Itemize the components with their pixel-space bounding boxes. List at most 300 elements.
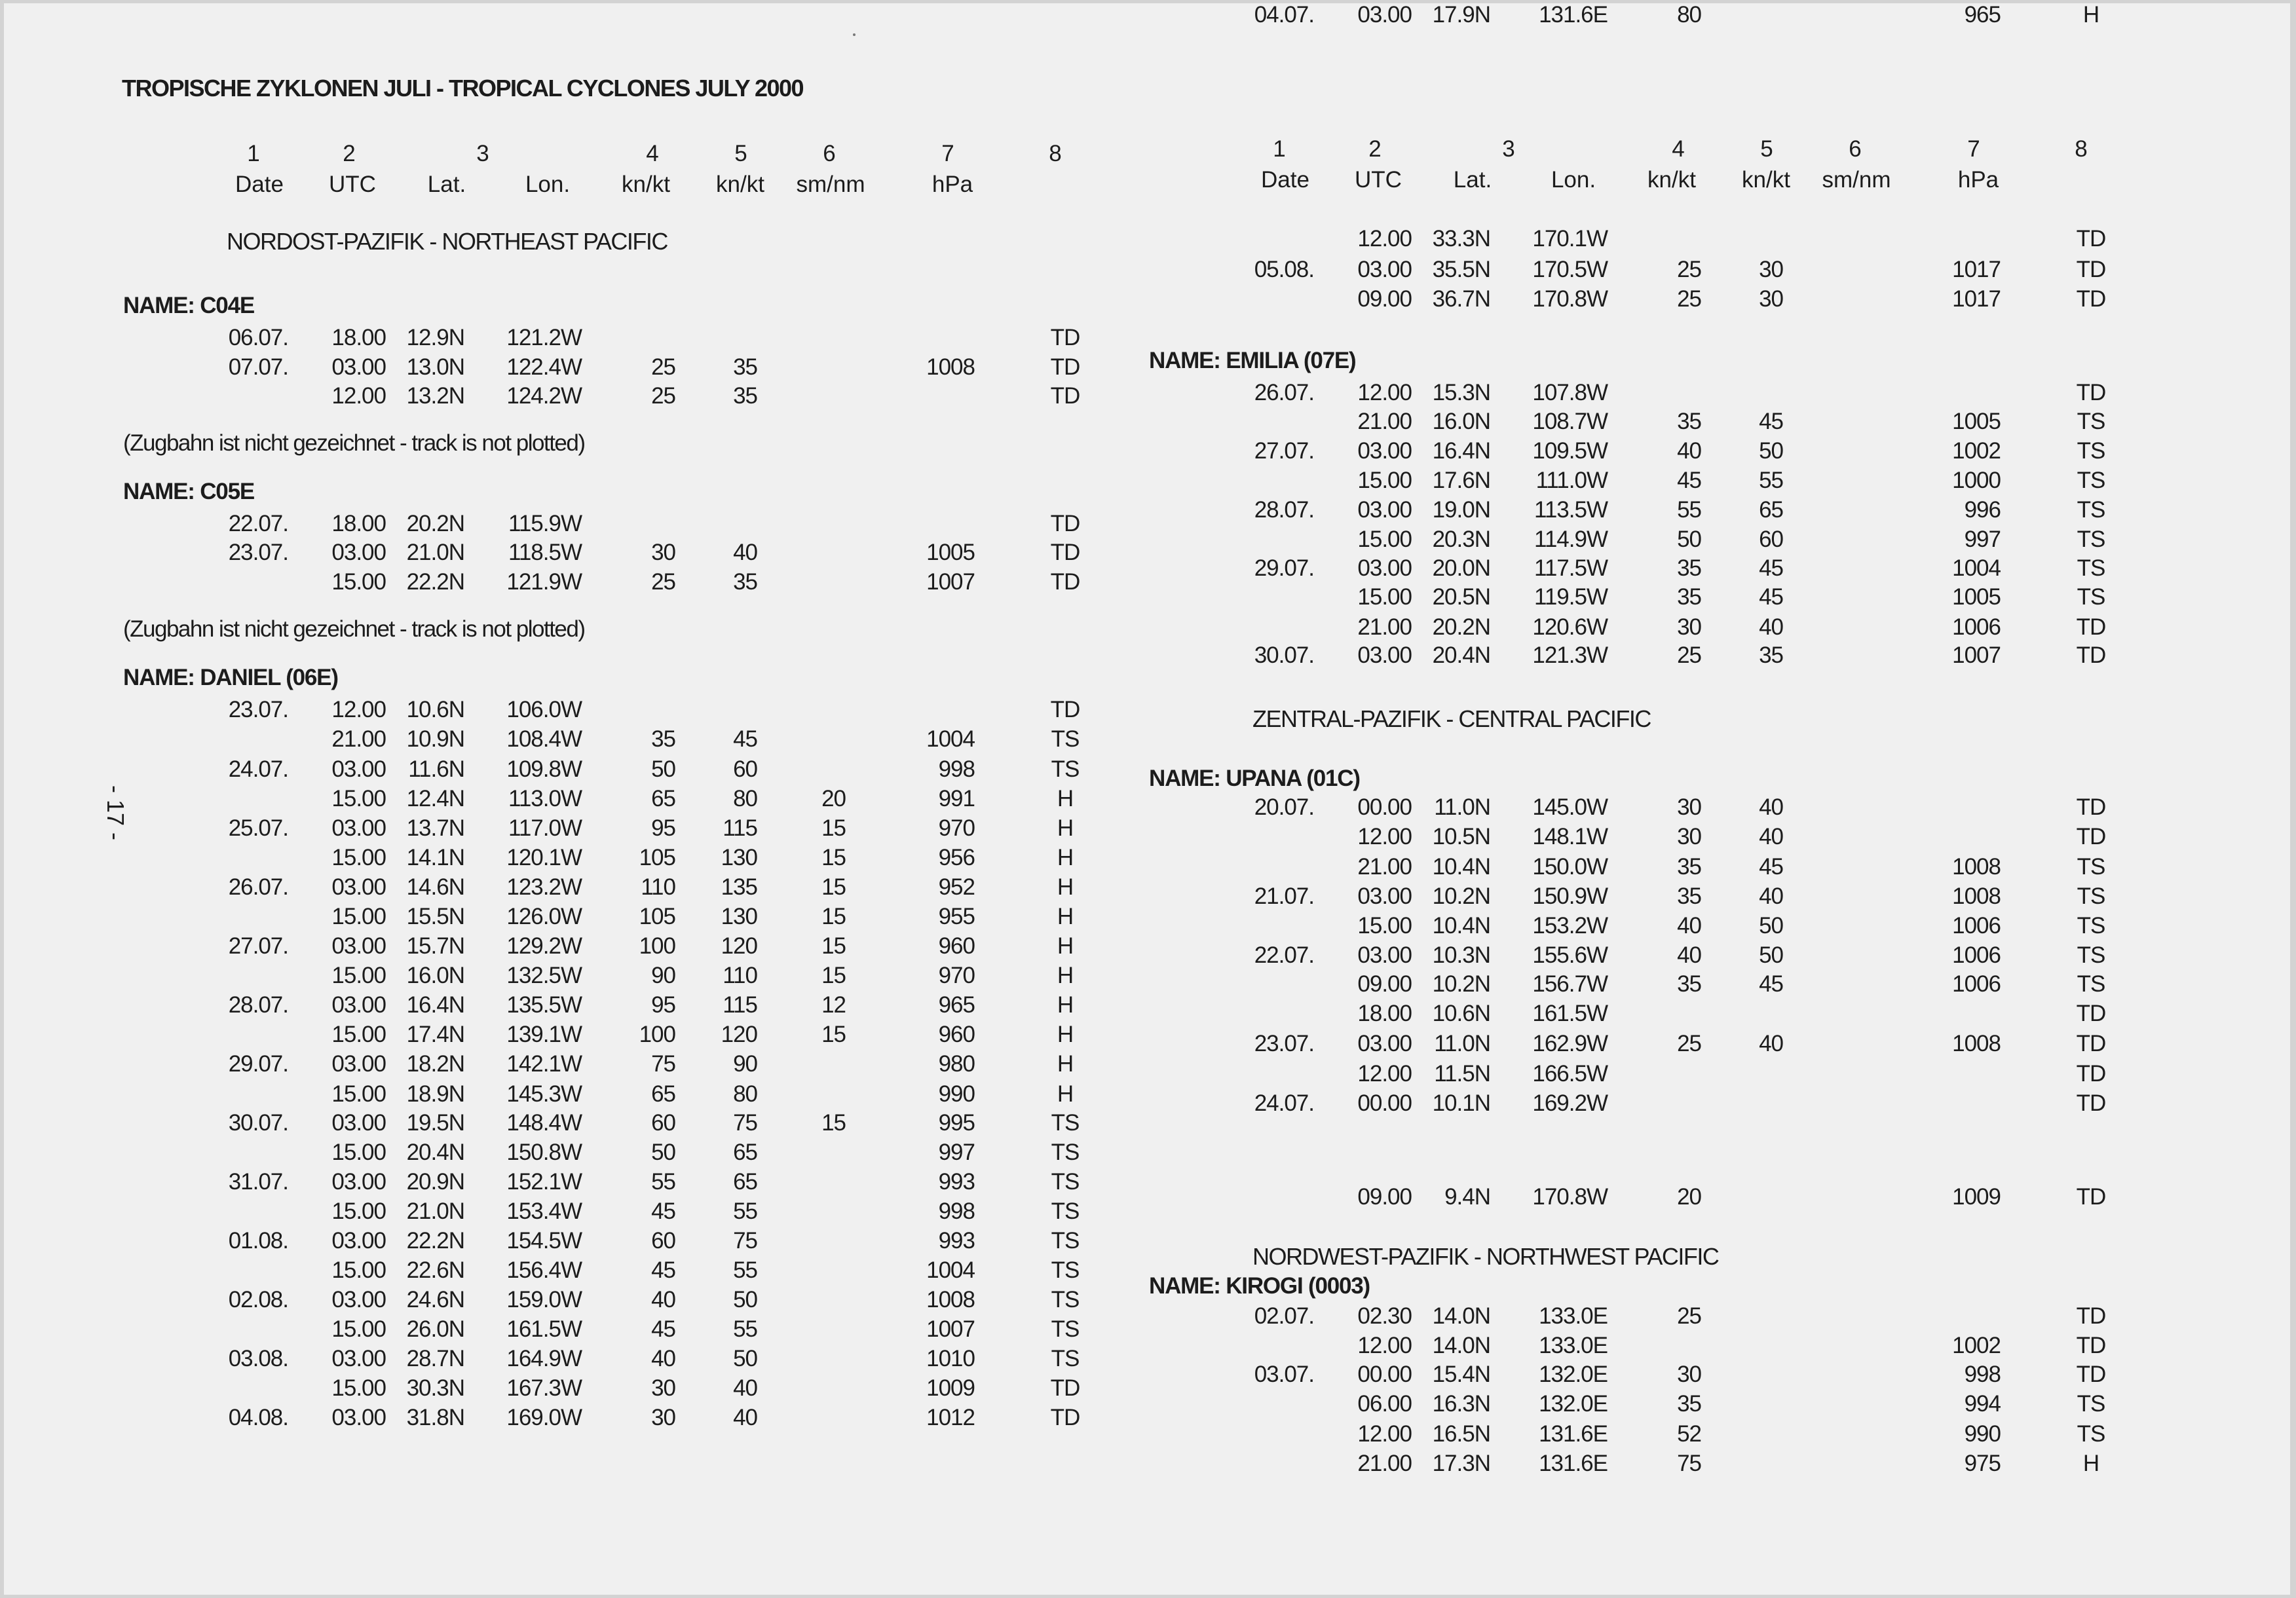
cell-stage: TS bbox=[1051, 726, 1080, 752]
left-header-col-3-label: Lat. bbox=[427, 172, 466, 197]
cell-lon: 166.5W bbox=[1532, 1061, 1608, 1087]
cell-radius-nm: 15 bbox=[821, 874, 846, 900]
left-header-col-1-label: Date bbox=[235, 172, 284, 197]
cell-wind-kt: 75 bbox=[651, 1051, 675, 1077]
cell-lat: 19.5N bbox=[406, 1110, 464, 1136]
cell-gust-kt: 35 bbox=[733, 383, 757, 409]
cell-utc: 03.00 bbox=[331, 354, 386, 380]
cell-pressure-hpa: 1012 bbox=[926, 1405, 975, 1430]
cell-lon: 121.2W bbox=[506, 325, 582, 350]
cell-wind-kt: 25 bbox=[651, 383, 675, 409]
cell-pressure-hpa: 1006 bbox=[1952, 971, 2001, 997]
cell-lat: 14.6N bbox=[406, 874, 464, 900]
cell-wind-kt: 30 bbox=[651, 540, 675, 565]
cell-lon: 167.3W bbox=[506, 1375, 582, 1401]
cell-pressure-hpa: 998 bbox=[1964, 1362, 2001, 1387]
cell-gust-kt: 45 bbox=[1759, 854, 1783, 880]
cell-stage: H bbox=[1057, 874, 1074, 900]
cell-pressure-hpa: 980 bbox=[938, 1051, 975, 1077]
cell-utc: 03.00 bbox=[331, 1051, 386, 1077]
cell-wind-kt: 35 bbox=[1677, 883, 1701, 909]
cell-lat: 10.4N bbox=[1432, 913, 1490, 938]
cell-lon: 132.5W bbox=[506, 963, 582, 988]
cell-lat: 10.4N bbox=[1432, 854, 1490, 880]
cell-utc: 03.00 bbox=[1357, 257, 1412, 282]
right-header-col-1-number: 1 bbox=[1273, 136, 1286, 162]
cell-wind-kt: 105 bbox=[639, 845, 675, 870]
cell-wind-kt: 25 bbox=[1677, 642, 1701, 668]
cell-utc: 12.00 bbox=[1357, 824, 1412, 849]
cell-date: 24.07. bbox=[1254, 1090, 1314, 1116]
cell-pressure-hpa: 1009 bbox=[1952, 1184, 2001, 1210]
cell-lon: 108.4W bbox=[506, 726, 582, 752]
cell-pressure-hpa: 1006 bbox=[1952, 913, 2001, 938]
cell-lat: 20.0N bbox=[1432, 555, 1490, 581]
cell-lat: 22.2N bbox=[406, 1228, 464, 1254]
cell-lon: 132.0E bbox=[1539, 1362, 1608, 1387]
section-heading: NORDWEST-PAZIFIK - NORTHWEST PACIFIC bbox=[1252, 1243, 1719, 1270]
cell-pressure-hpa: 997 bbox=[1964, 527, 2001, 552]
cell-date: 05.08. bbox=[1254, 257, 1314, 282]
cell-lon: 150.9W bbox=[1532, 883, 1608, 909]
cell-lon: 133.0E bbox=[1539, 1333, 1608, 1358]
cell-gust-kt: 35 bbox=[733, 569, 757, 595]
cell-pressure-hpa: 997 bbox=[938, 1140, 975, 1165]
cell-stage: TD bbox=[2076, 1090, 2106, 1116]
cell-lat: 10.6N bbox=[406, 697, 464, 722]
cell-lat: 16.5N bbox=[1432, 1421, 1490, 1447]
cell-pressure-hpa: 1017 bbox=[1952, 286, 2001, 312]
cell-pressure-hpa: 1004 bbox=[926, 1257, 975, 1283]
cell-date: 22.07. bbox=[1254, 942, 1314, 968]
cell-gust-kt: 80 bbox=[733, 1081, 757, 1107]
left-header-col-3-number: 3 bbox=[476, 141, 489, 166]
cell-stage: TD bbox=[2076, 226, 2106, 251]
cell-lat: 14.0N bbox=[1432, 1333, 1490, 1358]
cell-gust-kt: 115 bbox=[723, 815, 757, 841]
right-header-col-3-number: 3 bbox=[1502, 136, 1515, 162]
cell-lon: 120.1W bbox=[506, 845, 582, 870]
cell-pressure-hpa: 996 bbox=[1964, 497, 2001, 523]
cell-stage: TS bbox=[2077, 409, 2105, 434]
cell-lon: 120.6W bbox=[1532, 614, 1608, 640]
cell-lat: 16.0N bbox=[406, 963, 464, 988]
cell-gust-kt: 45 bbox=[733, 726, 757, 752]
cell-radius-nm: 15 bbox=[821, 904, 846, 929]
cell-lat: 15.7N bbox=[406, 933, 464, 959]
cell-wind-kt: 40 bbox=[1677, 913, 1701, 938]
cell-date: 28.07. bbox=[1254, 497, 1314, 523]
right-header-col-4-number: 4 bbox=[1672, 136, 1685, 162]
cell-lon: 108.7W bbox=[1532, 409, 1608, 434]
cell-lat: 16.4N bbox=[1432, 438, 1490, 464]
cell-lat: 24.6N bbox=[406, 1287, 464, 1312]
cell-utc: 03.00 bbox=[331, 1228, 386, 1254]
cell-stage: TS bbox=[1051, 1169, 1080, 1195]
cell-gust-kt: 40 bbox=[733, 540, 757, 565]
cell-lon: 169.2W bbox=[1532, 1090, 1608, 1116]
cell-lon: 156.4W bbox=[506, 1257, 582, 1283]
cell-utc: 03.00 bbox=[1357, 642, 1412, 668]
cell-pressure-hpa: 1010 bbox=[926, 1346, 975, 1371]
right-header-col-5-number: 5 bbox=[1760, 136, 1773, 162]
cell-lon: 114.9W bbox=[1534, 527, 1608, 552]
cell-lon: 118.5W bbox=[508, 540, 582, 565]
cell-stage: TD bbox=[2076, 257, 2106, 282]
cell-radius-nm: 15 bbox=[821, 1022, 846, 1047]
cell-stage: TS bbox=[1051, 1140, 1080, 1165]
right-header-col-4-label: Lon. bbox=[1551, 167, 1596, 193]
cell-pressure-hpa: 990 bbox=[938, 1081, 975, 1107]
cell-lat: 31.8N bbox=[406, 1405, 464, 1430]
cell-wind-kt: 25 bbox=[1677, 1031, 1701, 1056]
cell-lon: 131.6E bbox=[1539, 1451, 1608, 1476]
track-note: (Zugbahn ist nicht gezeichnet - track is not plotted) bbox=[123, 616, 585, 642]
cell-lat: 17.6N bbox=[1432, 468, 1490, 493]
cell-utc: 12.00 bbox=[1357, 1061, 1412, 1087]
cell-wind-kt: 40 bbox=[1677, 438, 1701, 464]
cell-pressure-hpa: 998 bbox=[938, 1198, 975, 1224]
cell-lat: 21.0N bbox=[406, 540, 464, 565]
cell-gust-kt: 50 bbox=[733, 1287, 757, 1312]
cell-utc: 15.00 bbox=[1357, 468, 1412, 493]
cell-lat: 22.6N bbox=[406, 1257, 464, 1283]
cyclone-name: NAME: C04E bbox=[123, 293, 254, 318]
cell-lon: 131.6E bbox=[1539, 2, 1608, 28]
cell-utc: 15.00 bbox=[331, 1316, 386, 1342]
cell-stage: TS bbox=[2077, 468, 2105, 493]
cell-stage: TD bbox=[2076, 614, 2106, 640]
cell-stage: TD bbox=[2076, 1333, 2106, 1358]
cell-stage: TD bbox=[2076, 794, 2106, 820]
cell-pressure-hpa: 995 bbox=[938, 1110, 975, 1136]
cell-pressure-hpa: 1005 bbox=[1952, 409, 2001, 434]
cyclone-name: NAME: KIROGI (0003) bbox=[1149, 1273, 1370, 1299]
cell-pressure-hpa: 975 bbox=[1964, 1451, 2001, 1476]
cell-date: 02.07. bbox=[1254, 1303, 1314, 1329]
cell-utc: 15.00 bbox=[331, 1198, 386, 1224]
cell-stage: TD bbox=[1050, 540, 1080, 565]
cell-wind-kt: 30 bbox=[1677, 614, 1701, 640]
cell-gust-kt: 90 bbox=[733, 1051, 757, 1077]
cell-gust-kt: 45 bbox=[1759, 584, 1783, 610]
cell-lon: 155.6W bbox=[1532, 942, 1608, 968]
cell-lat: 10.2N bbox=[1432, 971, 1490, 997]
cell-stage: TD bbox=[1050, 1375, 1080, 1401]
cell-wind-kt: 100 bbox=[639, 1022, 675, 1047]
cell-lat: 30.3N bbox=[406, 1375, 464, 1401]
cell-date: 23.07. bbox=[228, 540, 288, 565]
cell-stage: H bbox=[1057, 933, 1074, 959]
cell-lat: 10.3N bbox=[1432, 942, 1490, 968]
cell-lat: 10.9N bbox=[406, 726, 464, 752]
cell-wind-kt: 40 bbox=[651, 1287, 675, 1312]
cell-stage: TS bbox=[1051, 1257, 1080, 1283]
cell-radius-nm: 12 bbox=[821, 992, 846, 1018]
cell-pressure-hpa: 998 bbox=[938, 756, 975, 782]
cell-utc: 15.00 bbox=[331, 1081, 386, 1107]
cell-lon: 107.8W bbox=[1532, 380, 1608, 405]
cell-lat: 28.7N bbox=[406, 1346, 464, 1371]
cell-stage: H bbox=[1057, 963, 1074, 988]
cell-lat: 20.3N bbox=[1432, 527, 1490, 552]
cell-wind-kt: 50 bbox=[651, 756, 675, 782]
left-header-col-8-label: hPa bbox=[932, 172, 973, 197]
cell-stage: TD bbox=[2076, 1061, 2106, 1087]
cell-pressure-hpa: 1007 bbox=[1952, 642, 2001, 668]
cell-utc: 15.00 bbox=[331, 845, 386, 870]
cell-gust-kt: 40 bbox=[733, 1375, 757, 1401]
cell-gust-kt: 30 bbox=[1759, 286, 1783, 312]
cell-stage: TD bbox=[2076, 642, 2106, 668]
cell-wind-kt: 25 bbox=[1677, 257, 1701, 282]
cell-lat: 20.4N bbox=[1432, 642, 1490, 668]
left-header-col-1-number: 1 bbox=[247, 141, 260, 166]
cell-lon: 145.3W bbox=[506, 1081, 582, 1107]
right-header-col-7-label: sm/nm bbox=[1822, 167, 1891, 193]
cell-stage: TD bbox=[1050, 569, 1080, 595]
cell-stage: H bbox=[1057, 845, 1074, 870]
cell-lat: 26.0N bbox=[406, 1316, 464, 1342]
cell-wind-kt: 30 bbox=[651, 1375, 675, 1401]
cell-stage: H bbox=[2082, 1451, 2099, 1476]
cell-stage: TS bbox=[1051, 1228, 1080, 1254]
cell-utc: 12.00 bbox=[331, 697, 386, 722]
left-header-col-5-label: kn/kt bbox=[622, 172, 670, 197]
cell-wind-kt: 35 bbox=[1677, 854, 1701, 880]
cell-utc: 15.00 bbox=[1357, 913, 1412, 938]
cell-date: 29.07. bbox=[1254, 555, 1314, 581]
cell-date: 07.07. bbox=[228, 354, 288, 380]
cell-lon: 124.2W bbox=[506, 383, 582, 409]
left-header-col-7-label: sm/nm bbox=[796, 172, 865, 197]
cell-lon: 113.5W bbox=[1534, 497, 1608, 523]
cell-lon: 148.1W bbox=[1532, 824, 1608, 849]
cell-lat: 13.7N bbox=[406, 815, 464, 841]
cell-lon: 122.4W bbox=[506, 354, 582, 380]
cell-date: 30.07. bbox=[228, 1110, 288, 1136]
cell-lon: 117.5W bbox=[1534, 555, 1608, 581]
cell-stage: H bbox=[1057, 992, 1074, 1018]
cell-pressure-hpa: 965 bbox=[1964, 2, 2001, 28]
cell-pressure-hpa: 1000 bbox=[1952, 468, 2001, 493]
cell-date: 01.08. bbox=[228, 1228, 288, 1254]
right-header-col-1-label: Date bbox=[1261, 167, 1309, 193]
cell-utc: 21.00 bbox=[1357, 409, 1412, 434]
cell-pressure-hpa: 1008 bbox=[926, 1287, 975, 1312]
cell-utc: 15.00 bbox=[331, 1375, 386, 1401]
cell-date: 24.07. bbox=[228, 756, 288, 782]
cell-utc: 03.00 bbox=[331, 1346, 386, 1371]
cell-date: 06.07. bbox=[228, 325, 288, 350]
cell-gust-kt: 130 bbox=[721, 904, 757, 929]
cell-wind-kt: 55 bbox=[651, 1169, 675, 1195]
cell-wind-kt: 105 bbox=[639, 904, 675, 929]
cell-lon: 150.0W bbox=[1532, 854, 1608, 880]
cell-gust-kt: 40 bbox=[1759, 1031, 1783, 1056]
cell-lat: 10.5N bbox=[1432, 824, 1490, 849]
cell-lon: 139.1W bbox=[506, 1022, 582, 1047]
cell-lat: 22.2N bbox=[406, 569, 464, 595]
cell-pressure-hpa: 970 bbox=[938, 963, 975, 988]
cell-pressure-hpa: 991 bbox=[938, 786, 975, 811]
cell-lat: 11.6N bbox=[408, 756, 464, 782]
cell-lat: 33.3N bbox=[1432, 226, 1490, 251]
cell-gust-kt: 55 bbox=[733, 1198, 757, 1224]
cell-pressure-hpa: 1006 bbox=[1952, 942, 2001, 968]
cell-utc: 06.00 bbox=[1357, 1391, 1412, 1417]
cell-stage: TS bbox=[2077, 584, 2105, 610]
cell-lon: 170.1W bbox=[1532, 226, 1608, 251]
page-title: TROPISCHE ZYKLONEN JULI - TROPICAL CYCLONES JULY 2000 bbox=[122, 75, 804, 102]
cell-date: 29.07. bbox=[228, 1051, 288, 1077]
cell-lat: 12.4N bbox=[406, 786, 464, 811]
cell-lon: 115.9W bbox=[508, 511, 582, 536]
cell-lat: 18.9N bbox=[406, 1081, 464, 1107]
cell-lat: 11.5N bbox=[1434, 1061, 1490, 1087]
cell-utc: 03.00 bbox=[1357, 497, 1412, 523]
cell-stage: TS bbox=[1051, 1287, 1080, 1312]
cell-pressure-hpa: 955 bbox=[938, 904, 975, 929]
cell-date: 26.07. bbox=[1254, 380, 1314, 405]
cell-wind-kt: 60 bbox=[651, 1228, 675, 1254]
cell-stage: TS bbox=[1051, 1346, 1080, 1371]
cell-wind-kt: 30 bbox=[1677, 824, 1701, 849]
left-header-col-8-number: 8 bbox=[1049, 141, 1062, 166]
cell-pressure-hpa: 1008 bbox=[1952, 883, 2001, 909]
cell-wind-kt: 35 bbox=[1677, 971, 1701, 997]
cell-lon: 131.6E bbox=[1539, 1421, 1608, 1447]
cell-pressure-hpa: 1017 bbox=[1952, 257, 2001, 282]
cell-wind-kt: 110 bbox=[641, 874, 675, 900]
cell-wind-kt: 80 bbox=[1677, 2, 1701, 28]
cell-wind-kt: 65 bbox=[651, 786, 675, 811]
right-header-col-3-label: Lat. bbox=[1453, 167, 1492, 193]
cell-date: 23.07. bbox=[1254, 1031, 1314, 1056]
cell-radius-nm: 15 bbox=[821, 1110, 846, 1136]
cell-utc: 03.00 bbox=[331, 992, 386, 1018]
cell-pressure-hpa: 1007 bbox=[926, 1316, 975, 1342]
cell-utc: 09.00 bbox=[1357, 971, 1412, 997]
cell-wind-kt: 50 bbox=[1677, 527, 1701, 552]
cell-wind-kt: 35 bbox=[1677, 584, 1701, 610]
cell-gust-kt: 120 bbox=[721, 1022, 757, 1047]
cell-lon: 132.0E bbox=[1539, 1391, 1608, 1417]
cell-stage: TS bbox=[1051, 1110, 1080, 1136]
cell-date: 30.07. bbox=[1254, 642, 1314, 668]
cell-lat: 10.2N bbox=[1432, 883, 1490, 909]
cell-stage: TS bbox=[2077, 854, 2105, 880]
cell-wind-kt: 25 bbox=[651, 569, 675, 595]
cell-utc: 03.00 bbox=[331, 874, 386, 900]
cell-lon: 152.1W bbox=[506, 1169, 582, 1195]
cell-lon: 126.0W bbox=[506, 904, 582, 929]
left-header-col-7-number: 7 bbox=[941, 141, 954, 166]
cell-wind-kt: 90 bbox=[651, 963, 675, 988]
cell-wind-kt: 35 bbox=[1677, 1391, 1701, 1417]
right-header-col-6-label: kn/kt bbox=[1742, 167, 1790, 193]
left-header-col-5-number: 5 bbox=[734, 141, 747, 166]
cell-gust-kt: 55 bbox=[733, 1316, 757, 1342]
cell-lon: 153.4W bbox=[506, 1198, 582, 1224]
cell-lon: 109.5W bbox=[1532, 438, 1608, 464]
cell-utc: 03.00 bbox=[331, 540, 386, 565]
cell-date: 02.08. bbox=[228, 1287, 288, 1312]
cell-utc: 12.00 bbox=[331, 383, 386, 409]
cell-utc: 12.00 bbox=[1357, 380, 1412, 405]
cell-lat: 18.2N bbox=[406, 1051, 464, 1077]
cell-radius-nm: 15 bbox=[821, 963, 846, 988]
cell-wind-kt: 35 bbox=[651, 726, 675, 752]
cell-lon: 159.0W bbox=[506, 1287, 582, 1312]
right-header-col-2-number: 2 bbox=[1368, 136, 1382, 162]
cell-wind-kt: 55 bbox=[1677, 497, 1701, 523]
cell-stage: H bbox=[2082, 2, 2099, 28]
cell-date: 03.07. bbox=[1254, 1362, 1314, 1387]
cell-lon: 170.8W bbox=[1532, 1184, 1608, 1210]
cell-gust-kt: 50 bbox=[1759, 913, 1783, 938]
cell-stage: TS bbox=[2077, 971, 2105, 997]
cell-utc: 21.00 bbox=[1357, 1451, 1412, 1476]
cell-gust-kt: 80 bbox=[733, 786, 757, 811]
cell-gust-kt: 45 bbox=[1759, 971, 1783, 997]
cell-gust-kt: 45 bbox=[1759, 409, 1783, 434]
cell-lon: 154.5W bbox=[506, 1228, 582, 1254]
cell-gust-kt: 40 bbox=[1759, 824, 1783, 849]
cell-pressure-hpa: 965 bbox=[938, 992, 975, 1018]
cell-gust-kt: 50 bbox=[1759, 438, 1783, 464]
cell-gust-kt: 65 bbox=[1759, 497, 1783, 523]
cell-gust-kt: 75 bbox=[733, 1228, 757, 1254]
cell-radius-nm: 20 bbox=[821, 786, 846, 811]
cell-lon: 129.2W bbox=[506, 933, 582, 959]
cell-lat: 17.9N bbox=[1432, 2, 1490, 28]
cell-lat: 16.3N bbox=[1432, 1391, 1490, 1417]
cell-date: 04.08. bbox=[228, 1405, 288, 1430]
cell-lon: 135.5W bbox=[506, 992, 582, 1018]
cyclone-name: NAME: C05E bbox=[123, 479, 254, 504]
cell-pressure-hpa: 1005 bbox=[1952, 584, 2001, 610]
cell-gust-kt: 35 bbox=[1759, 642, 1783, 668]
cell-lon: 121.3W bbox=[1532, 642, 1608, 668]
cell-wind-kt: 50 bbox=[651, 1140, 675, 1165]
cell-date: 27.07. bbox=[1254, 438, 1314, 464]
cell-pressure-hpa: 960 bbox=[938, 933, 975, 959]
cell-gust-kt: 55 bbox=[1759, 468, 1783, 493]
cell-lon: 117.0W bbox=[508, 815, 582, 841]
cell-pressure-hpa: 1006 bbox=[1952, 614, 2001, 640]
cell-gust-kt: 50 bbox=[1759, 942, 1783, 968]
cell-wind-kt: 40 bbox=[1677, 942, 1701, 968]
cell-lon: 113.0W bbox=[508, 786, 582, 811]
cell-wind-kt: 30 bbox=[651, 1405, 675, 1430]
cell-pressure-hpa: 1008 bbox=[1952, 854, 2001, 880]
cell-lat: 20.4N bbox=[406, 1140, 464, 1165]
right-header-col-5-label: kn/kt bbox=[1647, 167, 1696, 193]
cell-gust-kt: 40 bbox=[1759, 614, 1783, 640]
cell-utc: 03.00 bbox=[1357, 883, 1412, 909]
cell-stage: H bbox=[1057, 1051, 1074, 1077]
cell-date: 03.08. bbox=[228, 1346, 288, 1371]
cyclone-name: NAME: EMILIA (07E) bbox=[1149, 348, 1356, 373]
cell-lat: 11.0N bbox=[1434, 1031, 1490, 1056]
cell-stage: TD bbox=[2076, 1001, 2106, 1026]
cell-pressure-hpa: 956 bbox=[938, 845, 975, 870]
cell-stage: TD bbox=[2076, 1184, 2106, 1210]
cyclone-name: NAME: DANIEL (06E) bbox=[123, 665, 338, 690]
cell-gust-kt: 35 bbox=[733, 354, 757, 380]
cell-utc: 21.00 bbox=[331, 726, 386, 752]
